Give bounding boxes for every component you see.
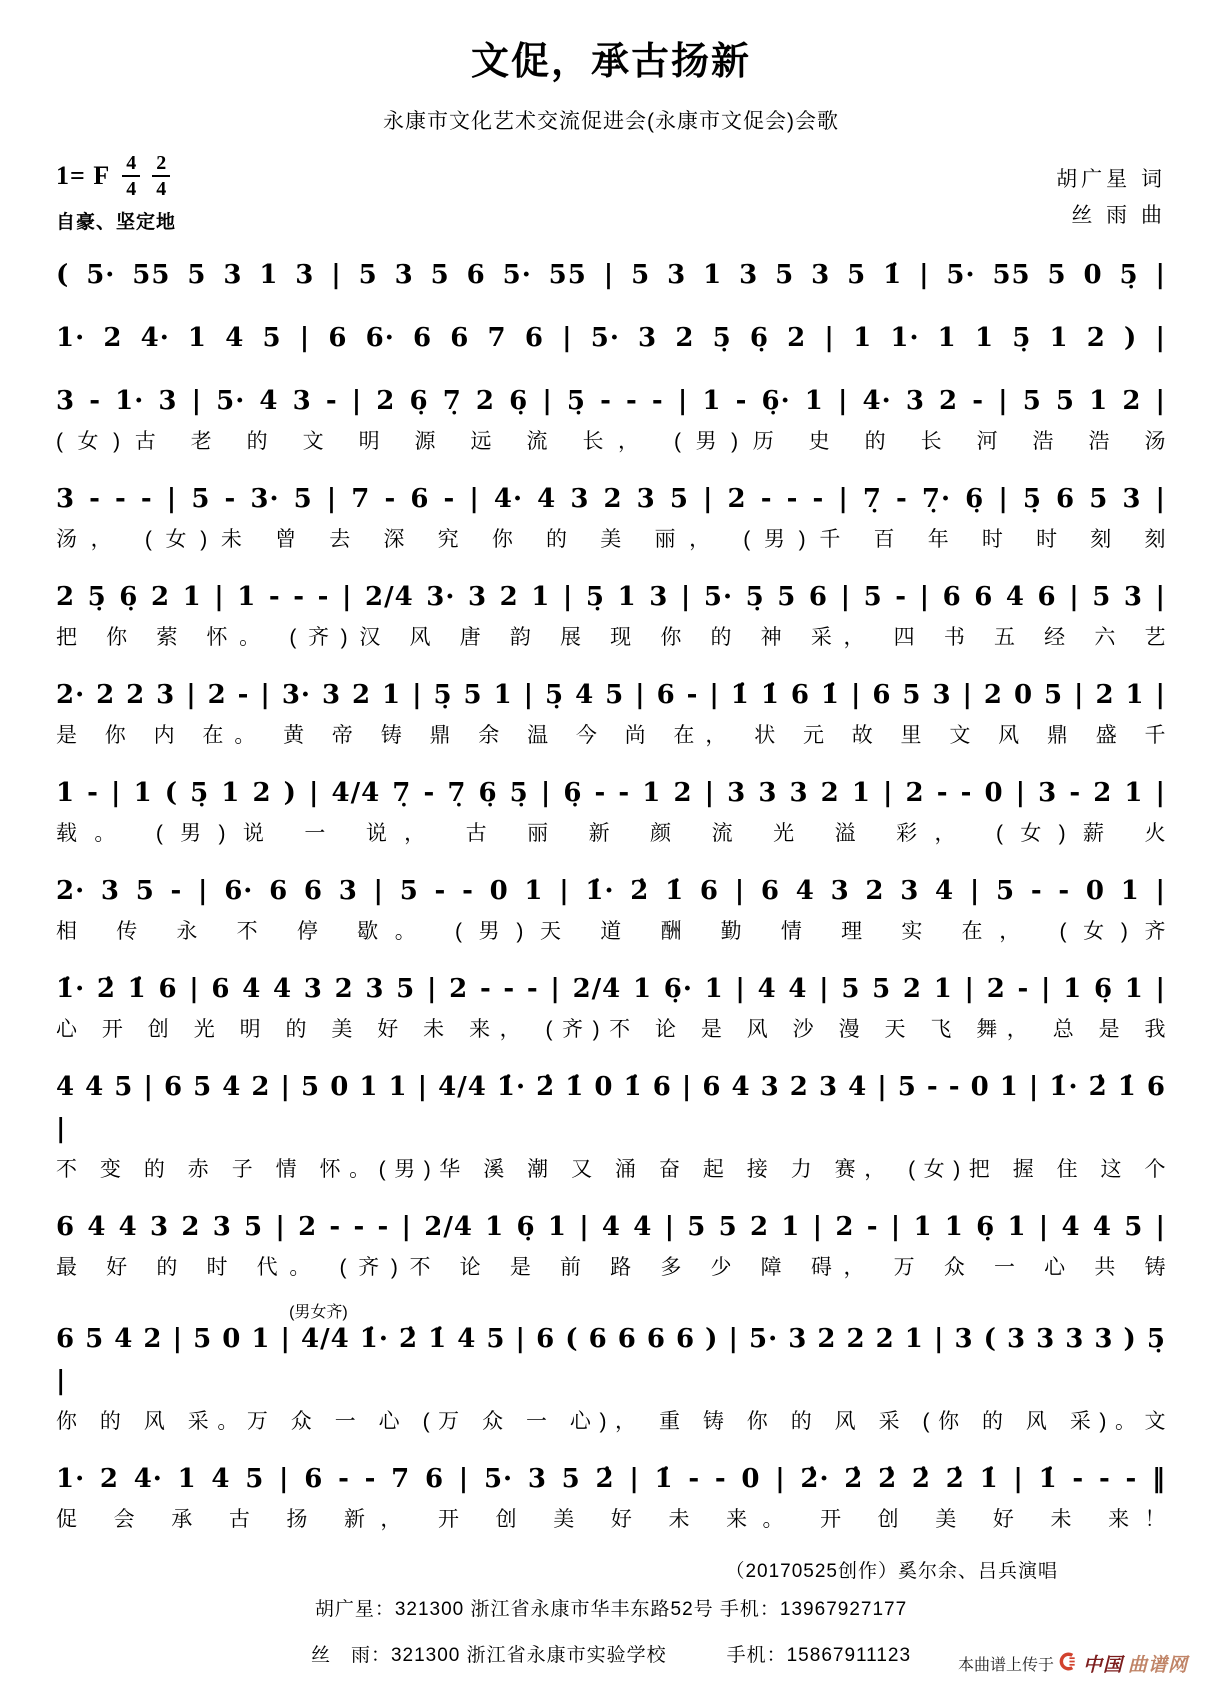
lyrics-line: 相 传 永 不 停 歇。 (男)天 道 酬 勤 情 理 实 在， (女)齐: [56, 920, 1166, 943]
watermark-text: 本曲谱上传于: [957, 1657, 1054, 1674]
tempo-marking: 自豪、坚定地: [56, 212, 177, 233]
time-signature-4-4: $\frac{4}{4}$: [122, 153, 140, 199]
notation-line: 1· 2 4· 1 4 5 | 6 6· 6 6 7 6 | 5· 3 2 5̣ 6̣ 2 | 1 1· 1 1 5̣ 1 2 ) |: [56, 323, 1166, 353]
cnscore-logo-icon: [1059, 1652, 1078, 1676]
lyrics-line: 促 会 承 古 扬 新， 开 创 美 好 未 来。 开 创 美 好 未 来！: [56, 1508, 1166, 1531]
music-system: [56, 1066, 1166, 1185]
music-system: [56, 1458, 1166, 1535]
site-watermark: [958, 1650, 1188, 1677]
lyrics-line: (女)古 老 的 文 明 源 远 流 长， (男)历 史 的 长 河 浩 浩 汤: [56, 430, 1166, 453]
notation-line: 2· 3 5 - | 6· 6 6 3 | 5 - - 0 1 | 1̇· 2̇ 1̇ 6 | 6 4 3 2 3 4 | 5 - - 0 1 |: [56, 876, 1166, 906]
notation-line: 3 - - - | 5 - 3· 5 | 7 - 6 - | 4· 4 3 2 3 5 | 2 - - - | 7̣ - 7̣· 6̣ | 5̣ 6 5 3 |: [56, 484, 1166, 514]
notation-line: 2· 2 2 3 | 2 - | 3· 3 2 1 | 5̣ 5 1 | 5̣ 4 5 | 6 - | 1̇ 1̇ 6 1̇ | 6 5 3 | 2 0 5 | 2 1 |: [56, 680, 1166, 710]
song-subtitle: 永康市文化艺术交流促进会(永康市文促会)会歌: [383, 110, 839, 133]
lyricist-credit: 胡广星 词: [1056, 168, 1166, 191]
contact-lyricist: 胡广星：321300 浙江省永康市华丰东路52号 手机：13967927177: [314, 1599, 908, 1620]
contact-composer: 丝 雨：321300 浙江省永康市实验学校 手机：15867911123: [310, 1645, 912, 1666]
notation-line: 2 5̣ 6̣ 2 1 | 1 - - - | 2/4 3· 3 2 1 | 5̣ 1 3 | 5· 5̣ 5 6 | 5 - | 6 6 4 6 | 5 3 |: [56, 582, 1166, 612]
notation-line: 6 4 4 3 2 3 5 | 2 - - - | 2/4 1 6̣ 1 | 4 4 | 5 5 2 1 | 2 - | 1 1 6̣ 1 | 4 4 5 |: [56, 1212, 1166, 1242]
notation-line: 6 5 4 2 | 5 0 1 | 4/4 1̇· 2̇ 1̇ 4 5 | 6 ( 6 6 6 6 ) | 5· 3 2 2 2 1 | 3 ( 3 3 3 3 ) 5̣ |: [56, 1324, 1166, 1396]
lyrics-line: 是 你 内 在。 黄 帝 铸 鼎 余 温 今 尚 在， 状 元 故 里 文 风 鼎 盛 千: [56, 724, 1166, 747]
brand-name-primary: 中国: [1082, 1655, 1123, 1676]
notation-line: 3 - 1· 3 | 5· 4 3 - | 2 6̣ 7̣ 2 6̣ | 5̣ - - - | 1 - 6̣· 1 | 4· 3 2 - | 5 5 1 2 |: [56, 386, 1166, 416]
lyrics-line: 不 变 的 赤 子 情 怀。(男)华 溪 潮 又 涌 奋 起 接 力 赛， (女)把 握 住 这 个: [56, 1158, 1166, 1181]
music-system: [56, 1304, 1166, 1437]
brand-name-secondary: 曲谱网: [1127, 1655, 1188, 1676]
music-system: [56, 1206, 1166, 1283]
lyrics-line: 载。 (男)说 一 说， 古 丽 新 颜 流 光 溢 彩， (女)薪 火: [56, 822, 1166, 845]
music-system: [56, 674, 1166, 751]
meta-row: [56, 153, 1166, 234]
key-signature: 1= F: [56, 161, 111, 190]
notation-line: ( 5· 55 5 3 1 3 | 5 3 5 6 5· 55 | 5 3 1 3 5 3 5 1̇ | 5· 55 5 0 5̣ |: [56, 260, 1166, 290]
notation-line: 1̇· 2̇ 1̇ 6 | 6 4 4 3 2 3 5 | 2 - - - | 2/4 1 6̣· 1 | 4 4 | 5 5 2 1 | 2 - | 1 6̣ 1 |: [56, 974, 1166, 1004]
lyrics-line: 最 好 的 时 代。 (齐)不 论 是 前 路 多 少 障 碍， 万 众 一 心 共 铸: [56, 1256, 1166, 1279]
music-system: [56, 772, 1166, 849]
music-system: [56, 968, 1166, 1045]
music-system: [56, 576, 1166, 653]
lyrics-line: 汤， (女)未 曾 去 深 究 你 的 美 丽， (男)千 百 年 时 时 刻 刻: [56, 528, 1166, 551]
notation-line: 1· 2 4· 1 4 5 | 6 - - 7 6 | 5· 3 5 2̇ | 1̇ - - 0 | 2̇· 2̇ 2̇ 2̇ 2̇ 1̇ | 1̇ - - - ‖: [56, 1464, 1166, 1494]
song-title: 文促，承古扬新: [470, 41, 751, 83]
score-body: [56, 254, 1166, 1535]
credits-block: [1056, 162, 1166, 234]
notation-line: 4 4 5 | 6 5 4 2 | 5 0 1 1 | 4/4 1̇· 2̇ 1̇ 0 1̇ 6 | 6 4 3 2 3 4 | 5 - - 0 1 | 1̇· 2̇ 1̇ 6 |: [56, 1072, 1166, 1144]
key-block: [56, 153, 176, 234]
time-signature-2-4: $\frac{2}{4}$: [152, 153, 170, 199]
music-system: [56, 870, 1166, 947]
music-system: [56, 254, 1166, 296]
voice-annotation: (男女齐): [289, 1304, 348, 1321]
notation-line: 1 - | 1 ( 5̣ 1 2 ) | 4/4 7̣ - 7̣ 6̣ 5̣ | 6̣ - - 1 2 | 3 3 3 2 1 | 2 - - 0 | 3 - 2 1 |: [56, 778, 1166, 808]
lyrics-line: 心 开 创 光 明 的 美 好 未 来， (齐)不 论 是 风 沙 漫 天 飞 舞， 总 是 我: [56, 1018, 1166, 1041]
music-system: [56, 478, 1166, 555]
music-system: [56, 317, 1166, 359]
performers-credit: （20170525创作）奚尔余、吕兵演唱: [725, 1561, 1058, 1582]
composer-credit: 丝 雨 曲: [1071, 204, 1166, 227]
music-system: [56, 380, 1166, 457]
lyrics-line: 把 你 萦 怀。 (齐)汉 风 唐 韵 展 现 你 的 神 采， 四 书 五 经 六 艺: [56, 626, 1166, 649]
lyrics-line: 你 的 风 采。万 众 一 心 (万 众 一 心)， 重 铸 你 的 风 采 (你 的 风 采)。文: [56, 1410, 1166, 1433]
